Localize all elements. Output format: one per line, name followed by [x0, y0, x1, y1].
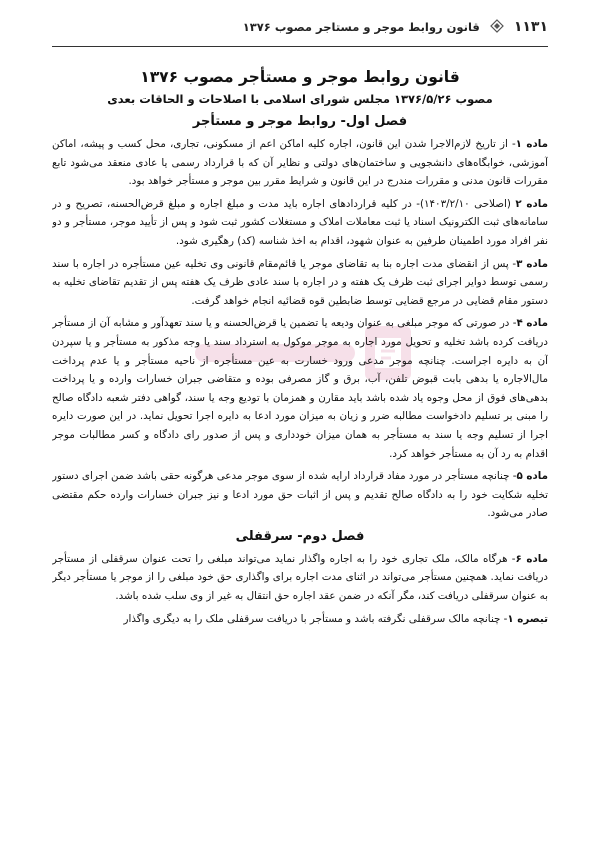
article-label: ماده ۵ [516, 470, 548, 483]
chapter-heading-2: فصل دوم- سرقفلی [235, 528, 365, 544]
document-title: قانون روابط موجر و مستأجر مصوب ۱۳۷۶ [140, 68, 460, 86]
article-text: - هرگاه مالک، ملک تجاری خود را به اجاره واگذار نماید می‌تواند مبلغی را تحت عنوان سرقفلی از مستأجر دریافت نماید. همچنین مستأجر می‌تواند در اثنای مدت اجاره برای واگذاری حق خود مبلغی را از موجر یا مستأجر دیگر به عنوان سرقفلی دریافت کند، مگر آنکه در ضمن عقد اجاره حق انتقال به غیر از وی سلب شده باشد. [52, 552, 548, 603]
article-4 [52, 314, 548, 463]
note-1 [52, 610, 548, 629]
document-subtitle: مصوب ۱۳۷۶/۵/۲۶ مجلس شورای اسلامی با اصلاحات و الحاقات بعدی [107, 92, 493, 106]
article-text: - از تاریخ لازم‌الاجرا شدن این قانون، اجاره کلیه اماکن اعم از مسکونی، تجاری، محل کسب و پیشه، اماکن آموزشی، خوابگاه‌های دانشجویی و ساختمان‌های دولتی و نظایر آن که با قرارداد رسمی یا عادی منعقد می‌شود تابع مقررات قانون مدنی و مقررات مندرج در این قانون و شرایط مقرر بین موجر و مستأجر خواهد بود. [52, 138, 548, 188]
article-label: ماده ۴ [516, 317, 548, 330]
article-text: - چنانچه مستأجر در مورد مفاد قرارداد ارایه شده از سوی موجر مدعی هرگونه حقی باشد ضمن اجرای دستور تخلیه شکایت خود را به دادگاه صالح تقدیم و پس از اثبات حق مورد ادعا و نیز جبران خسارات وارده حکم مقتضی صادر می‌شود. [52, 470, 548, 520]
note-text: - چنانچه مالک سرقفلی نگرفته باشد و مستأجر با دریافت سرقفلی ملک را به دیگری واگذار [123, 612, 508, 625]
page-number: ۱۱۳۱ [513, 19, 548, 35]
article-2 [52, 195, 548, 251]
article-label: ماده ۱ [515, 138, 548, 150]
chapter-heading-1: فصل اول- روابط موجر و مستأجر [192, 114, 408, 129]
article-text: - در صورتی که موجر مبلغی به عنوان ودیعه یا تضمین یا قرض‌الحسنه و یا سند تعهدآور و مشابه آن از مستأجر دریافت کرده باشد تخلیه و تحویل مورد اجاره به موجر موکول به استرداد سند یا وجه مذکور به مستأجر و یا سپردن آن به دایره اجراست. چنانچه موجر مدعی ورود خسارت به عین مستأجره از ناحیه مستأجر و یا عدم پرداخت مال‌الاجاره یا بدهی بابت قبوض تلفن، آب، برق و گاز مصرفی بوده و متقاضی جبران خسارات وارده و یا پرداخت بدهی‌های فوق از محل وجوه یاد شده باشد باید مقارن و همزمان با تودیع وجه یا سند، گواهی دفتر شعبه دادگاه صالح را مبنی بر تسلیم دادخواست مطالبه ضرر و زیان به میزان مورد ادعا به دایره اجرا تحویل نماید. در این صورت دایره اجرا از تسلیم وجه یا سند به مستأجر به همان میزان خودداری و پس از صدور رای دادگاه و کسر مطالبات موجر اقدام به رد آن به مستأجر خواهد کرد. [52, 317, 548, 460]
ornament-icon [490, 19, 504, 36]
note-label: تبصره ۱ [507, 612, 548, 625]
article-text: - پس از انقضای مدت اجاره بنا به تقاضای موجر یا قائم‌مقام قانونی وی تخلیه عین مستأجره در اجاره با سند رسمی توسط دوایر اجرای ثبت ظرف یک هفته و در اجاره با سند عادی ظرف یک هفته پس از تقدیم تقاضای تخلیه به دستور مقام قضایی در مرجع قضایی توسط ضابطین قوه قضائیه انجام خواهد گرفت. [52, 257, 548, 307]
article-1 [52, 135, 548, 191]
running-title: قانون روابط موجر و مستاجر مصوب ۱۳۷۶ [242, 20, 480, 34]
article-5 [52, 467, 548, 523]
article-3 [52, 255, 548, 311]
article-6 [52, 550, 548, 606]
article-label: ماده ۶ [515, 552, 548, 565]
article-label: ماده ۳ [516, 257, 548, 270]
article-label: ماده ۲ [515, 197, 548, 210]
header-divider [52, 46, 548, 47]
document-body [52, 60, 548, 845]
article-text: (اصلاحی ۱۴۰۳/۲/۱۰)- در کلیه قراردادهای اجاره باید مدت و مبلغ اجاره و مبلغ قرض‌الحسنه، تصریح و در سامانه‌های ثبت الکترونیک اسناد یا ثبت معاملات املاک و مستغلات کشور ثبت شود و پس از تأیید موجر، مستأجر و دو نفر افراد مورد اطمینان طرفین به عنوان شهود، اقدام به اخذ شناسه (کد) رهگیری شود. [52, 197, 548, 247]
